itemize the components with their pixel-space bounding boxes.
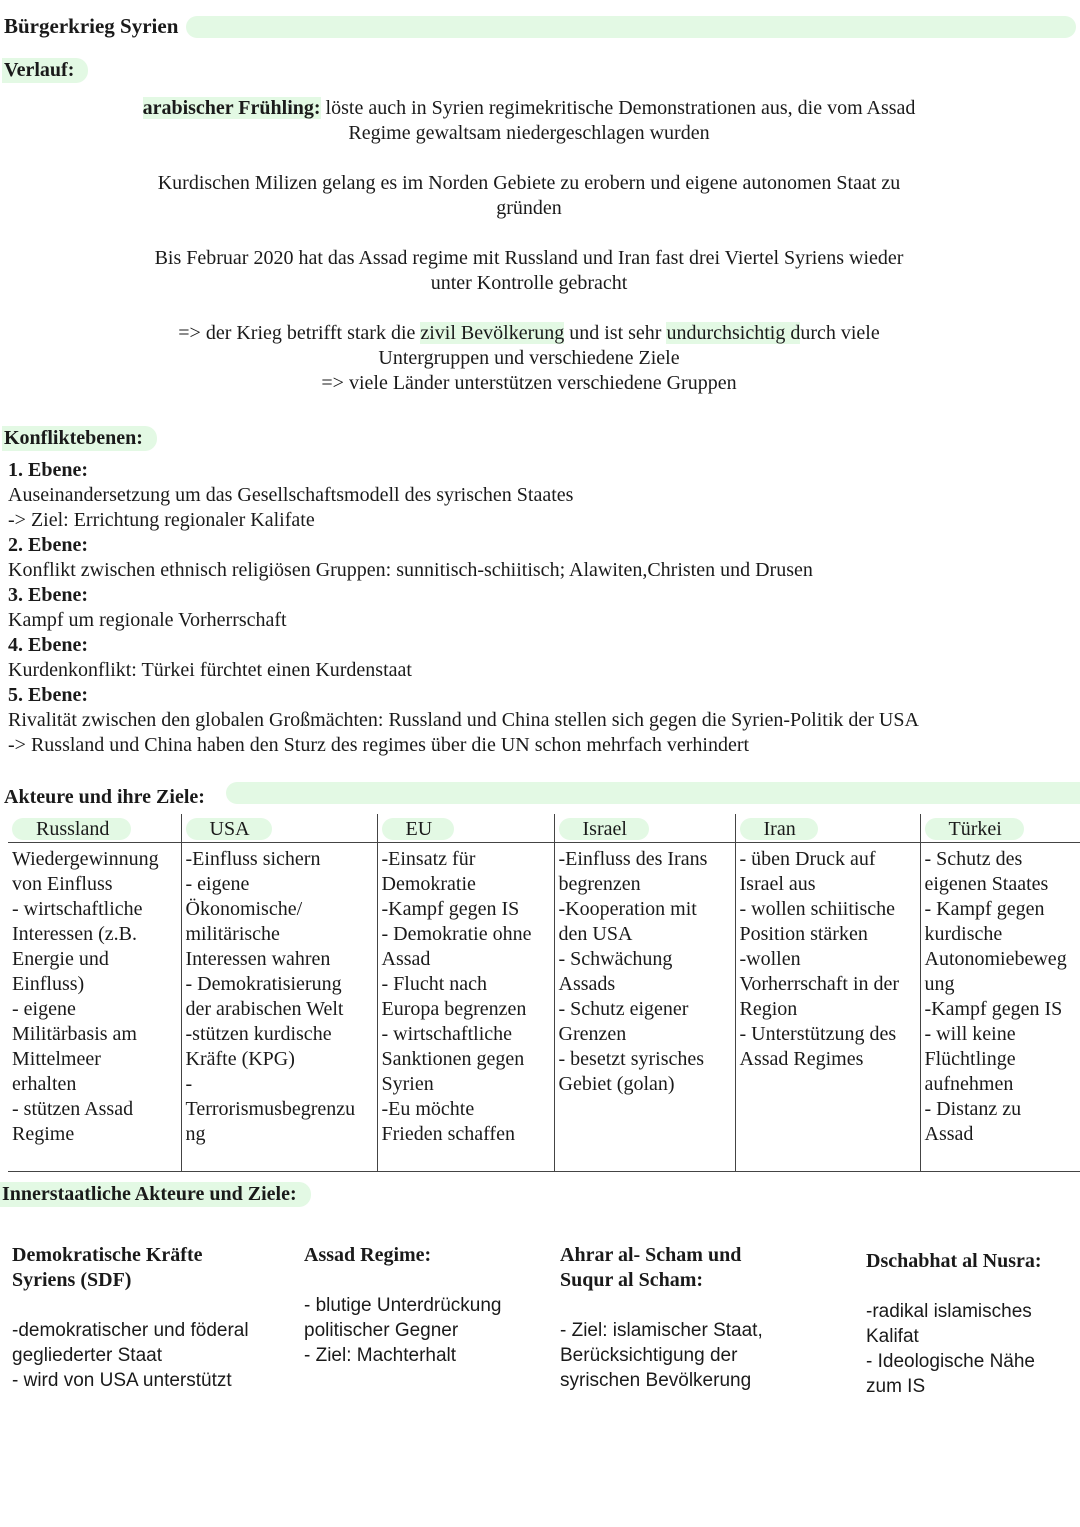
group-nusra-title: Dschabhat al Nusra: bbox=[866, 1250, 1042, 1272]
iran-label: Iran bbox=[740, 818, 818, 840]
verlauf-p3-line2: unter Kontrolle gebracht bbox=[430, 272, 628, 294]
israel-label: Israel bbox=[559, 818, 649, 840]
akteure-header-row bbox=[8, 814, 1080, 843]
verlauf-p1-line2: Regime gewaltsam niedergeschlagen wurden bbox=[348, 122, 710, 144]
title-highlight bbox=[186, 16, 1076, 38]
column-header-eu bbox=[377, 814, 554, 843]
eu-goals: -Einsatz für Demokratie -Kampf gegen IS - Demokratie ohne Assad - Flucht nach Europa begrenzen - wirtschaftliche Sanktionen gegen Syrien -Eu möchte Frieden schaffen bbox=[377, 843, 554, 1172]
verlauf-p4-line2: Untergruppen und verschiedene Ziele bbox=[378, 347, 680, 369]
verlauf-p4-c: und ist sehr bbox=[564, 322, 667, 344]
column-header-russland bbox=[8, 814, 181, 843]
akteure-table bbox=[8, 814, 1080, 1172]
column-header-tuerkei bbox=[920, 814, 1080, 843]
group-sdf bbox=[12, 1218, 249, 1418]
ebene-5-note: -> Russland und China haben den Sturz des regimes über die UN schon mehrfach verhindert bbox=[8, 734, 750, 756]
verlauf-p3-line1: Bis Februar 2020 hat das Assad regime mit Russland und Iran fast drei Viertel Syriens wieder bbox=[154, 247, 904, 269]
group-assad bbox=[304, 1218, 502, 1393]
ebene-1-goal: -> Ziel: Errichtung regionaler Kalifate bbox=[8, 509, 315, 531]
group-nusra-text: -radikal islamisches Kalifat - Ideologische Nähe zum IS bbox=[866, 1301, 1035, 1397]
usa-goals: -Einfluss sichern - eigene Ökonomische/ militärische Interessen wahren - Demokratisierung der arabischen Welt -stützen kurdische Kräfte (KPG) - Terrorismusbegrenzu ng bbox=[181, 843, 377, 1172]
zivil-highlight: zivil Bevölkerung bbox=[420, 322, 565, 344]
eu-label: EU bbox=[382, 818, 455, 840]
verlauf-p4-e: urch viele bbox=[800, 322, 880, 344]
verlauf-paragraph-2 bbox=[100, 171, 958, 221]
ebene-1-text: Auseinandersetzung um das Gesellschaftsmodell des syrischen Staates bbox=[8, 484, 574, 506]
ebene-2-title: 2. Ebene: bbox=[8, 534, 88, 556]
ebene-4-title: 4. Ebene: bbox=[8, 634, 88, 656]
group-nusra bbox=[866, 1224, 1042, 1424]
israel-goals: -Einfluss des Irans begrenzen -Kooperation mit den USA - Schwächung Assads - Schutz eigener Grenzen - besetzt syrisches Gebiet (golan) bbox=[554, 843, 735, 1172]
arab-spring-term: arabischer Frühling: bbox=[142, 97, 321, 119]
ebene-5-text: Rivalität zwischen den globalen Großmächten: Russland und China stellen sich gegen die Syrien-Politik der USA bbox=[8, 709, 919, 731]
undurchsichtig-highlight: undurchsichtig d bbox=[666, 322, 801, 344]
konflikt-ebenen-list bbox=[8, 458, 1068, 758]
column-header-usa bbox=[181, 814, 377, 843]
innerstaatlich-heading: Innerstaatliche Akteure und Ziele: bbox=[0, 1182, 311, 1207]
verlauf-p2-line1: Kurdischen Milizen gelang es im Norden Gebiete zu erobern und eigene autonomen Staat zu bbox=[157, 172, 901, 194]
verlauf-p1-line1: löste auch in Syrien regimekritische Demonstrationen aus, die vom Assad bbox=[320, 97, 916, 119]
ebene-1-title: 1. Ebene: bbox=[8, 459, 88, 481]
group-assad-text: - blutige Unterdrückung politischer Gegner - Ziel: Machterhalt bbox=[304, 1295, 502, 1366]
group-ahrar-text: - Ziel: islamischer Staat, Berücksichtigung der syrischen Bevölkerung bbox=[560, 1320, 763, 1391]
ebene-3-title: 3. Ebene: bbox=[8, 584, 88, 606]
verlauf-heading: Verlauf: bbox=[2, 58, 88, 83]
iran-goals: - üben Druck auf Israel aus - wollen schiitische Position stärken -wollen Vorherrschaft in der Region - Unterstützung des Assad Regimes bbox=[735, 843, 920, 1172]
group-ahrar bbox=[560, 1218, 763, 1418]
konflikt-heading: Konfliktebenen: bbox=[2, 426, 157, 451]
russland-goals: Wiedergewinnung von Einfluss - wirtschaftliche Interessen (z.B. Energie und Einfluss) - eigene Militärbasis am Mittelmeer erhalten - stützen Assad Regime bbox=[8, 843, 181, 1172]
tuerkei-goals: - Schutz des eigenen Staates - Kampf gegen kurdische Autonomiebeweg ung -Kampf gegen IS - will keine Flüchtlinge aufnehmen - Distanz zu Assad bbox=[920, 843, 1080, 1172]
russland-label: Russland bbox=[12, 818, 131, 840]
column-header-israel bbox=[554, 814, 735, 843]
verlauf-paragraph-3 bbox=[100, 246, 958, 296]
verlauf-p4-line3: => viele Länder unterstützen verschiedene Gruppen bbox=[321, 372, 737, 394]
tuerkei-label: Türkei bbox=[925, 818, 1024, 840]
akteure-goals-row bbox=[8, 843, 1080, 1172]
ebene-2-text: Konflikt zwischen ethnisch religiösen Gruppen: sunnitisch-schiitisch; Alawiten,Christen und Drusen bbox=[8, 559, 813, 581]
akteure-highlight bbox=[226, 782, 1080, 804]
page-title: Bürgerkrieg Syrien bbox=[4, 14, 179, 38]
column-header-iran bbox=[735, 814, 920, 843]
group-sdf-title: Demokratische Kräfte Syriens (SDF) bbox=[12, 1244, 203, 1291]
verlauf-paragraph-1 bbox=[100, 96, 958, 146]
group-sdf-text: -demokratischer und föderal gegliederter Staat - wird von USA unterstützt bbox=[12, 1320, 249, 1391]
usa-label: USA bbox=[186, 818, 272, 840]
ebene-3-text: Kampf um regionale Vorherrschaft bbox=[8, 609, 287, 631]
group-assad-title: Assad Regime: bbox=[304, 1244, 432, 1266]
verlauf-p4-a: => der Krieg betrifft stark die bbox=[178, 322, 421, 344]
ebene-5-title: 5. Ebene: bbox=[8, 684, 88, 706]
ebene-4-text: Kurdenkonflikt: Türkei fürchtet einen Kurdenstaat bbox=[8, 659, 412, 681]
verlauf-paragraph-4 bbox=[100, 321, 958, 396]
verlauf-p2-line2: gründen bbox=[496, 197, 562, 219]
akteure-heading: Akteure und ihre Ziele: bbox=[4, 786, 205, 808]
group-ahrar-title: Ahrar al- Scham und Suqur al Scham: bbox=[560, 1244, 742, 1291]
